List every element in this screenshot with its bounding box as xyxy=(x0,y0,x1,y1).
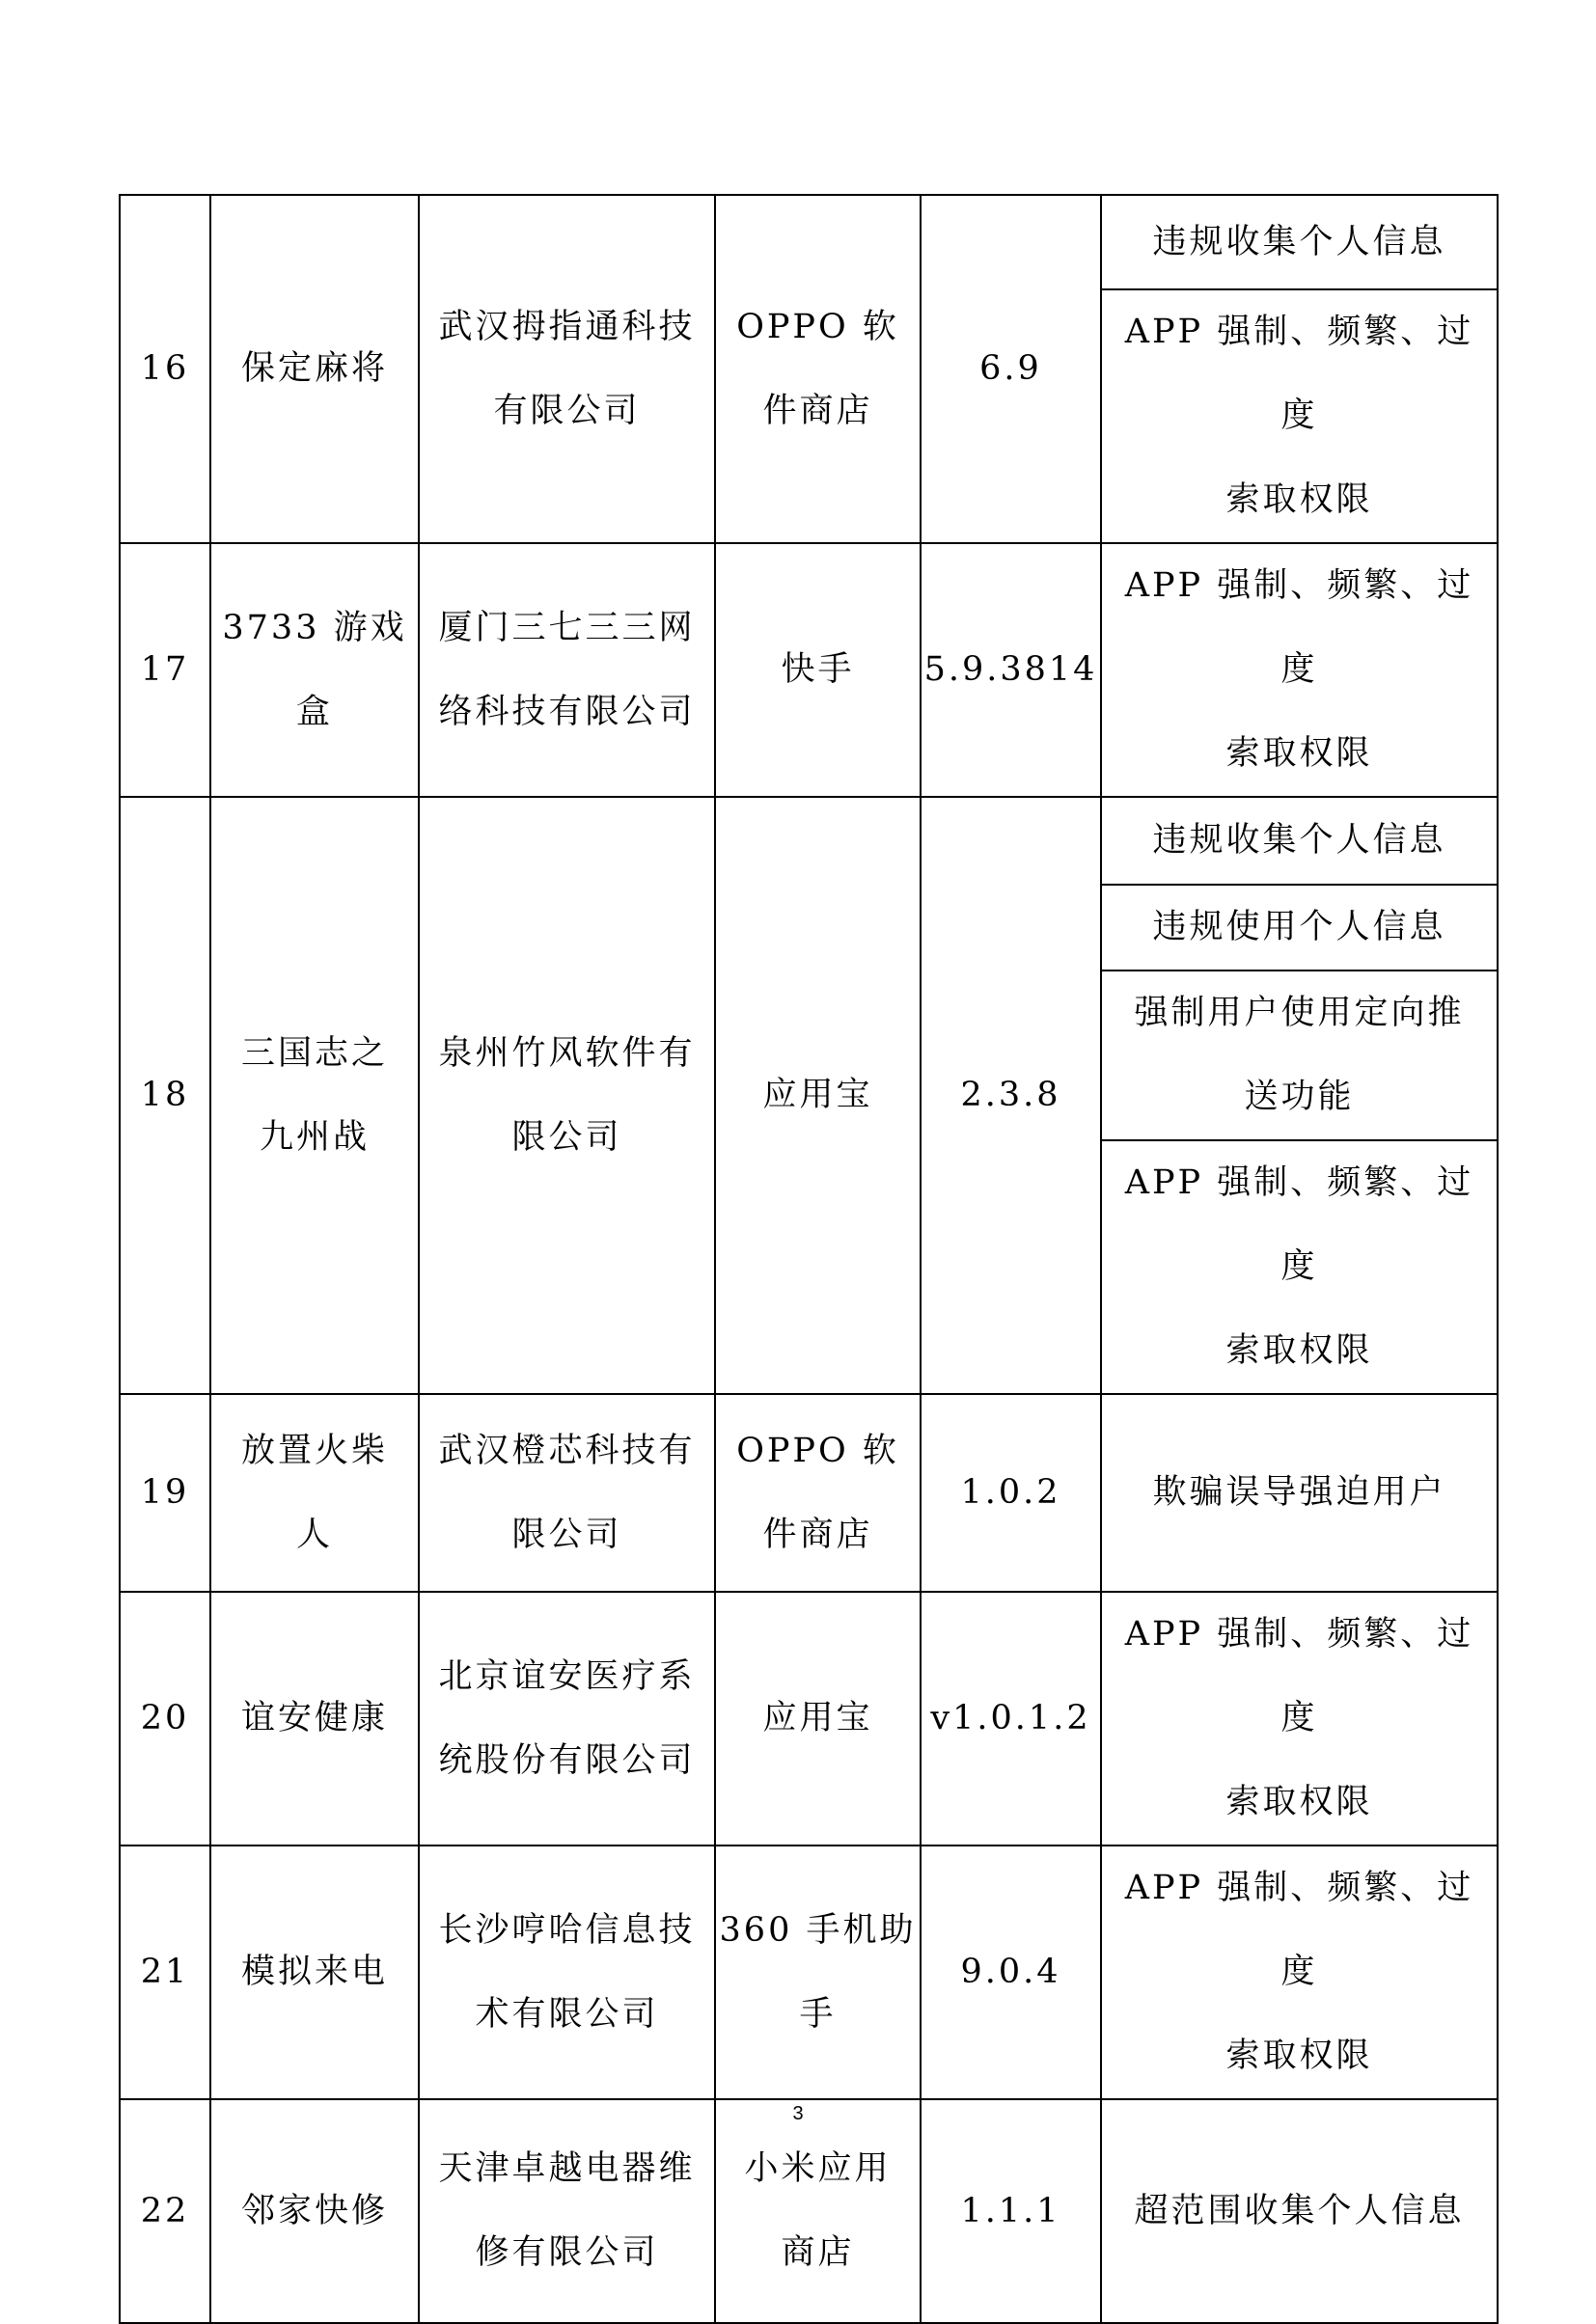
app-name-cell xyxy=(210,543,419,797)
company-name-line: 天津卓越电器维 xyxy=(438,2149,696,2188)
app-issues-table xyxy=(119,194,1499,2324)
app-version: 1.0.2 xyxy=(960,1473,1061,1512)
issue-text xyxy=(1142,1451,1455,1535)
issue-cell xyxy=(1101,195,1498,289)
app-version: v1.0.1.2 xyxy=(930,1699,1091,1737)
app-name xyxy=(211,1409,418,1577)
company-name-cell xyxy=(419,2099,715,2323)
company-name-line: 泉州竹风软件有 xyxy=(438,1033,696,1073)
app-store-line: 快手 xyxy=(781,650,855,689)
issue-text xyxy=(1142,886,1455,970)
issue-text-line: APP 强制、频繁、过度 xyxy=(1124,1869,1474,1991)
company-name-cell xyxy=(419,195,715,543)
company-name xyxy=(420,587,714,754)
company-name-cell xyxy=(419,797,715,1394)
app-name-line: 邻家快修 xyxy=(240,2191,388,2230)
app-name xyxy=(211,1677,418,1761)
app-name xyxy=(211,1012,418,1180)
app-store-cell xyxy=(715,1846,921,2099)
issue-cell xyxy=(1101,971,1498,1140)
app-store-cell xyxy=(715,2099,921,2323)
app-name-line: 人 xyxy=(295,1515,333,1554)
company-name xyxy=(420,1635,714,1803)
company-name-cell xyxy=(419,1394,715,1592)
app-store-line: 件商店 xyxy=(762,391,873,430)
table-row xyxy=(120,797,1498,885)
app-store-line: OPPO 软 xyxy=(736,1431,899,1470)
issue-text-line: 欺骗误导强迫用户 xyxy=(1152,1473,1446,1512)
app-store-line: 手 xyxy=(799,1994,837,2034)
app-name xyxy=(211,2170,418,2254)
company-name-line: 厦门三七三三网 xyxy=(438,608,696,647)
company-name-line: 有限公司 xyxy=(493,391,641,430)
app-store xyxy=(716,286,920,453)
app-version: 2.3.8 xyxy=(960,1076,1061,1114)
table-row xyxy=(120,1394,1498,1592)
row-number: 17 xyxy=(140,650,190,689)
issue-text-line: 违规收集个人信息 xyxy=(1152,821,1446,860)
issue-text-line: 送功能 xyxy=(1244,1078,1355,1116)
app-version-cell xyxy=(921,797,1101,1394)
row-number: 21 xyxy=(140,1953,190,1991)
app-store-cell xyxy=(715,1394,921,1592)
app-name-line: 谊安健康 xyxy=(240,1699,388,1737)
app-version-cell xyxy=(921,1592,1101,1846)
company-name-line: 统股份有限公司 xyxy=(438,1740,696,1780)
app-version-cell xyxy=(921,195,1101,543)
issue-text xyxy=(1142,799,1455,883)
company-name-line: 长沙哼哈信息技 xyxy=(438,1910,696,1950)
app-name-line: 三国志之 xyxy=(240,1033,388,1073)
company-name xyxy=(420,1889,714,2057)
issue-cell xyxy=(1101,1592,1498,1846)
company-name-cell xyxy=(419,1592,715,1846)
app-store-cell xyxy=(715,543,921,797)
issue-text-line: APP 强制、频繁、过度 xyxy=(1124,313,1474,435)
app-name xyxy=(211,1930,418,2014)
company-name xyxy=(420,2127,714,2295)
row-number-cell xyxy=(120,1592,210,1846)
issue-text-line: APP 强制、频繁、过度 xyxy=(1124,1163,1474,1286)
app-store-line: 应用宝 xyxy=(762,1076,873,1114)
issue-text xyxy=(1102,1141,1497,1393)
table-row xyxy=(120,2099,1498,2323)
app-store-cell xyxy=(715,195,921,543)
app-name xyxy=(211,587,418,754)
app-version-cell xyxy=(921,543,1101,797)
app-store xyxy=(716,1677,920,1761)
app-version-cell xyxy=(921,1394,1101,1592)
issue-text-line: APP 强制、频繁、过度 xyxy=(1124,566,1474,689)
app-store-line: 件商店 xyxy=(762,1515,873,1554)
app-name-cell xyxy=(210,1592,419,1846)
app-name-line: 九州战 xyxy=(259,1117,370,1157)
company-name xyxy=(420,1012,714,1180)
company-name-line: 限公司 xyxy=(511,1515,622,1554)
app-store xyxy=(716,1053,920,1137)
company-name-cell xyxy=(419,543,715,797)
app-version-cell xyxy=(921,1846,1101,2099)
app-version: 6.9 xyxy=(979,349,1042,388)
app-name-line: 盒 xyxy=(295,692,333,731)
app-name xyxy=(211,327,418,411)
row-number-cell xyxy=(120,195,210,543)
app-store-line: 应用宝 xyxy=(762,1699,873,1737)
app-store-cell xyxy=(715,1592,921,1846)
table-row xyxy=(120,1592,1498,1846)
app-name-line: 放置火柴 xyxy=(240,1431,388,1470)
issue-text xyxy=(1124,971,1473,1139)
row-number: 19 xyxy=(140,1473,190,1512)
app-version: 9.0.4 xyxy=(960,1953,1061,1991)
issue-cell xyxy=(1101,289,1498,543)
issue-cell xyxy=(1101,1140,1498,1394)
issue-text xyxy=(1142,201,1455,285)
company-name-line: 术有限公司 xyxy=(475,1994,659,2034)
app-store-line: 360 手机助 xyxy=(719,1910,917,1950)
issue-cell xyxy=(1101,2099,1498,2323)
app-name-cell xyxy=(210,1846,419,2099)
table-row xyxy=(120,195,1498,289)
app-store xyxy=(716,2127,920,2295)
app-store-cell xyxy=(715,797,921,1394)
issue-text-line: 违规收集个人信息 xyxy=(1152,222,1446,261)
app-name-cell xyxy=(210,2099,419,2323)
issue-text-line: 违规使用个人信息 xyxy=(1152,908,1446,946)
row-number-cell xyxy=(120,1394,210,1592)
company-name-line: 修有限公司 xyxy=(475,2233,659,2272)
app-version: 1.1.1 xyxy=(960,2191,1061,2230)
company-name-line: 北京谊安医疗系 xyxy=(438,1656,696,1696)
company-name xyxy=(420,1409,714,1577)
issue-text xyxy=(1124,2170,1473,2254)
issue-text-line: 索取权限 xyxy=(1225,2037,1373,2075)
table-body xyxy=(120,195,1498,2323)
app-name-line: 模拟来电 xyxy=(240,1953,388,1991)
company-name-line: 武汉拇指通科技 xyxy=(438,307,696,346)
app-store xyxy=(716,1409,920,1577)
row-number-cell xyxy=(120,2099,210,2323)
issue-text xyxy=(1102,1846,1497,2098)
issue-text-line: APP 强制、频繁、过度 xyxy=(1124,1615,1474,1737)
company-name-line: 限公司 xyxy=(511,1117,622,1157)
row-number: 22 xyxy=(140,2191,190,2230)
app-version-cell xyxy=(921,2099,1101,2323)
issue-text xyxy=(1102,1593,1497,1845)
issue-text xyxy=(1102,290,1497,542)
app-name-cell xyxy=(210,1394,419,1592)
issue-text-line: 超范围收集个人信息 xyxy=(1134,2191,1465,2230)
issue-text-line: 索取权限 xyxy=(1225,734,1373,773)
app-store-line: 小米应用 xyxy=(744,2149,892,2188)
company-name-cell xyxy=(419,1846,715,2099)
app-name-line: 3733 游戏 xyxy=(222,608,407,647)
company-name-line: 武汉橙芯科技有 xyxy=(438,1431,696,1470)
app-version: 5.9.3814 xyxy=(923,650,1098,689)
issue-cell xyxy=(1101,885,1498,971)
app-store xyxy=(716,1889,920,2057)
app-name-line: 保定麻将 xyxy=(240,349,388,388)
row-number: 18 xyxy=(140,1076,190,1114)
issue-cell xyxy=(1101,543,1498,797)
issue-text-line: 强制用户使用定向推 xyxy=(1134,994,1465,1032)
app-name-cell xyxy=(210,195,419,543)
row-number: 16 xyxy=(140,349,190,388)
app-name-cell xyxy=(210,797,419,1394)
row-number-cell xyxy=(120,543,210,797)
company-name xyxy=(420,286,714,453)
issue-text-line: 索取权限 xyxy=(1225,480,1373,519)
issue-cell xyxy=(1101,1846,1498,2099)
row-number-cell xyxy=(120,1846,210,2099)
row-number: 20 xyxy=(140,1699,190,1737)
issue-cell xyxy=(1101,1394,1498,1592)
app-store xyxy=(716,628,920,712)
issue-text-line: 索取权限 xyxy=(1225,1331,1373,1370)
app-store-line: 商店 xyxy=(781,2233,855,2272)
table-row xyxy=(120,543,1498,797)
table-row xyxy=(120,1846,1498,2099)
company-name-line: 络科技有限公司 xyxy=(438,692,696,731)
page-number: 3 xyxy=(792,2103,804,2124)
row-number-cell xyxy=(120,797,210,1394)
issue-text-line: 索取权限 xyxy=(1225,1783,1373,1821)
app-store-line: OPPO 软 xyxy=(736,307,899,346)
issue-text xyxy=(1102,544,1497,796)
issue-cell xyxy=(1101,797,1498,885)
